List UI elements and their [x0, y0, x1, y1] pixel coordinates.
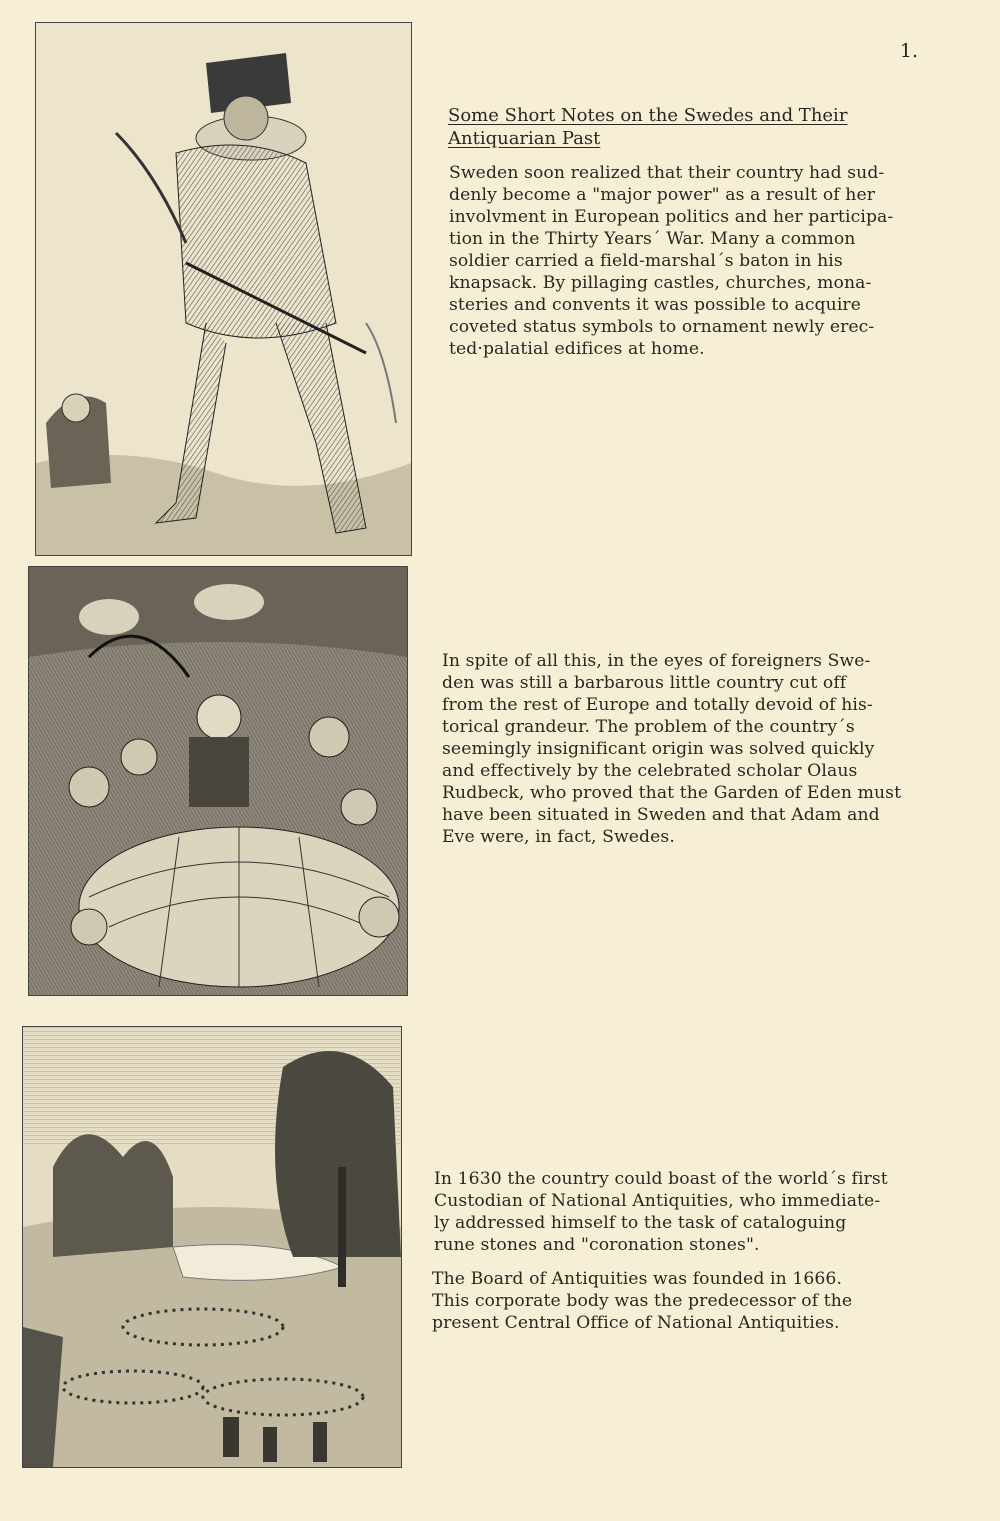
- page-number: 1.: [899, 40, 918, 62]
- paragraph-board-of-antiquities: The Board of Antiquities was founded in 1666. This corporate body was the predecessor of the present Central Office of National Antiquities.: [432, 1269, 853, 1333]
- page-heading: Some Short Notes on the Swedes and Their Antiquarian Past: [448, 105, 848, 149]
- soldier-engraving-illustration: [35, 22, 412, 556]
- globe-gathering-engraving-illustration: [28, 566, 408, 996]
- landscape-engraving-illustration: [22, 1026, 402, 1468]
- paragraph-custodian: In 1630 the country could boast of the world´s first Custodian of National Antiquities, who immediate- ly addressed himself to the task of cataloguing rune stones and "coronation stones".: [434, 1169, 888, 1255]
- paragraph-major-power: Sweden soon realized that their country had sud- denly become a "major power" as a result of her involvment in European politics and her participa- tion in the Thirty Years´ War. Many a common soldier carried a field-marshal´s baton in his knapsack. By pillaging castles, churches, mona- steries and convents it was possible to acquire coveted status symbols to ornament newly erec- ted·palatial edifices at home.: [449, 163, 894, 359]
- paragraph-rudbeck: In spite of all this, in the eyes of foreigners Swe- den was still a barbarous little country cut off from the rest of Europe and totally devoid of his- torical grandeur. The problem of the country´s seemingly insignificant origin was solved quickly and effectively by the celebrated scholar Olaus Rudbeck, who proved that the Garden of Eden must have been situated in Sweden and that Adam and Eve were, in fact, Swedes.: [442, 651, 902, 847]
